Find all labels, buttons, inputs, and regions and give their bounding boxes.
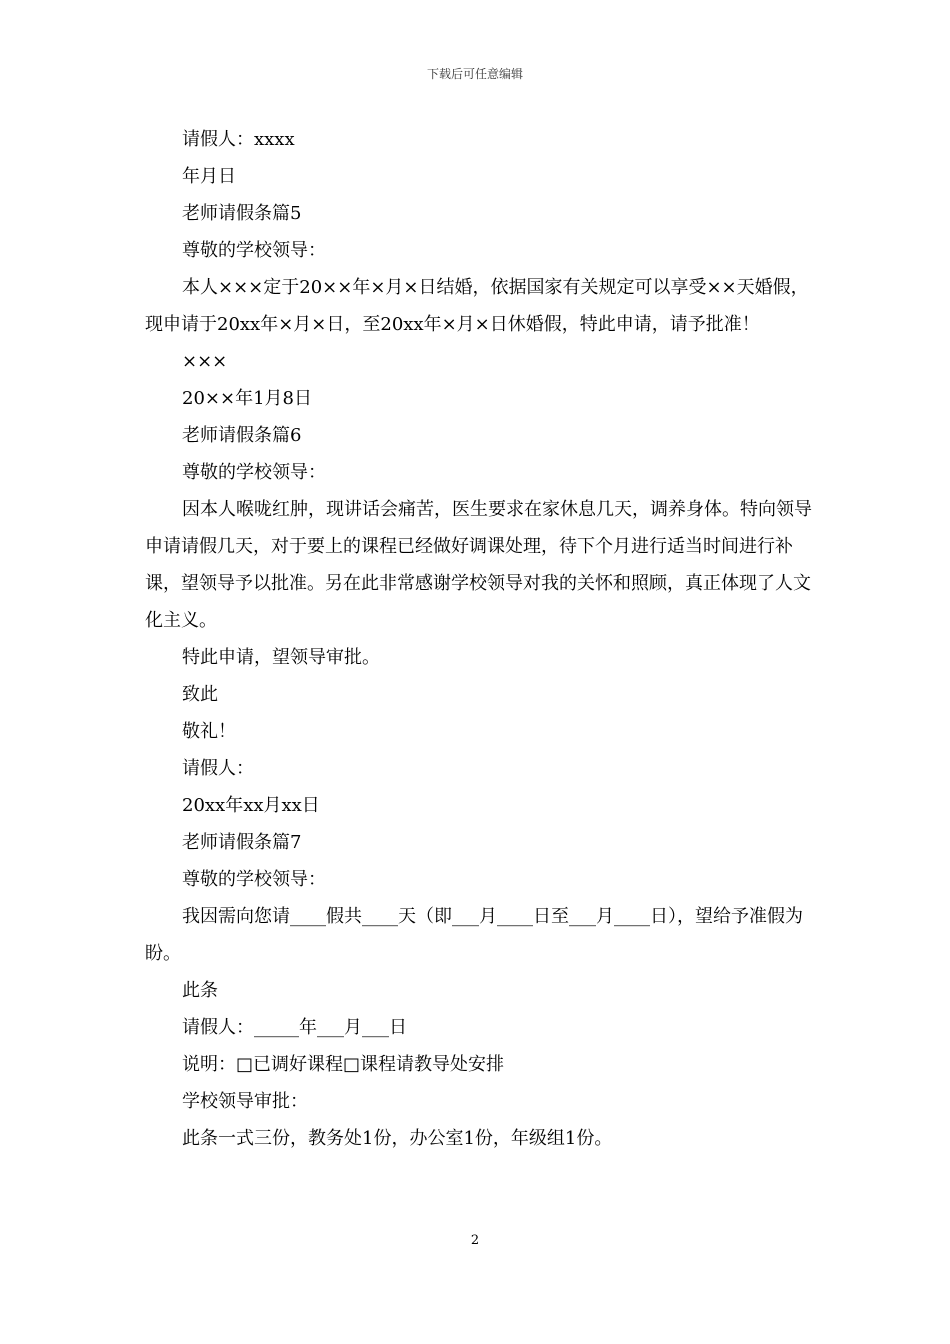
body-paragraph: 我因需向您请____假共____天（即___月____日至___月____日），望给予准假为盼。 (145, 906, 803, 964)
note-line: 说明：□已调好课程□课程请教导处安排 (182, 1054, 505, 1075)
closing-line: 此条 (182, 980, 218, 1001)
signature-line: ××× (182, 351, 228, 372)
signature-line: 请假人：xxxx (182, 129, 295, 150)
body-paragraph: 本人×××定于20××年×月×日结婚，依据国家有关规定可以享受××天婚假，现申请于20xx年×月×日，至20xx年×月×日休婚假，特此申请，请予批准！ (145, 277, 809, 335)
section-title-6: 老师请假条篇6 (182, 425, 302, 446)
salutation: 尊敬的学校领导： (182, 240, 326, 261)
signature-line: 请假人： (182, 758, 254, 779)
closing-line: 敬礼！ (182, 721, 236, 742)
section-title-5: 老师请假条篇5 (182, 203, 302, 224)
date-line: 年月日 (182, 166, 236, 187)
closing-line: 特此申请，望领导审批。 (182, 647, 380, 668)
salutation: 尊敬的学校领导： (182, 462, 326, 483)
date-line: 20xx年xx月xx日 (182, 795, 320, 816)
date-line: 20××年1月8日 (182, 388, 312, 409)
approval-line: 学校领导审批： (182, 1091, 308, 1112)
page-number: 2 (470, 1233, 480, 1248)
document-body (145, 121, 817, 1157)
salutation: 尊敬的学校领导： (182, 869, 326, 890)
signature-line: 请假人：_____年___月___日 (182, 1017, 407, 1038)
closing-line: 致此 (182, 684, 218, 705)
page-header: 下载后可任意编辑 (426, 67, 523, 81)
note-line: 此条一式三份，教务处1份，办公室1份，年级组1份。 (182, 1128, 613, 1149)
section-title-7: 老师请假条篇7 (182, 832, 302, 853)
body-paragraph: 因本人喉咙红肿，现讲话会痛苦，医生要求在家休息几天，调养身体。特向领导申请请假几天，对于要上的课程已经做好调课处理，待下个月进行适当时间进行补课，望领导予以批准。另在此非常感谢学校领导对我的关怀和照顾，真正体现了人文化主义。 (145, 499, 812, 631)
